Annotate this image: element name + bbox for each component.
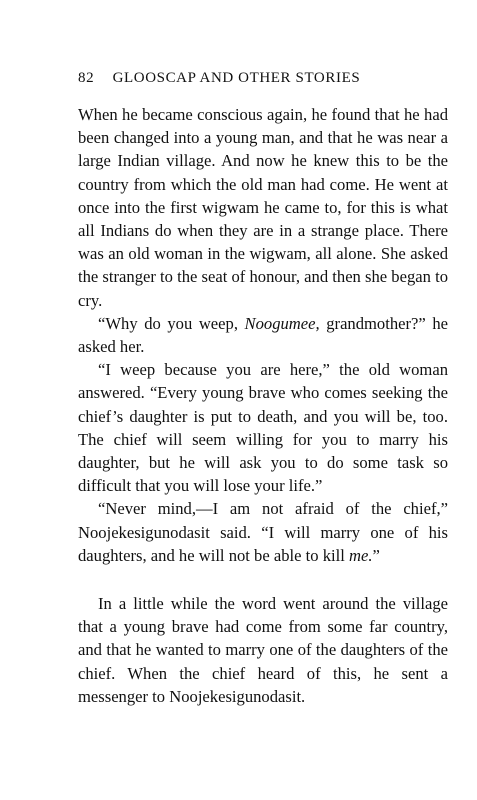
text-block-upper — [78, 103, 448, 567]
noogumee-word: Noogumee, — [244, 313, 320, 333]
paragraph-messenger: In a little while the word went around the village that a young brave had come from some far country, and that he wanted to marry one of the daughters of the chief. When the chief heard of this, he sent a messenger to Noojekesigunodasit. — [78, 594, 448, 706]
paragraph-never-mind: “Never mind,—I am not afraid of the chief,” Noojekesigunodasit said. “I will marry one of his daughters, and he will not be able to kill me.” — [78, 499, 448, 565]
text-block-lower — [78, 592, 448, 708]
paragraph-old-woman-answer: “I weep because you are here,” the old woman answered. “Every young brave who comes seeking the chief’s daughter is put to death, and you will be, too. The chief will seem willing for you to marry his daughter, but he will ask you to do some task so difficult that you will lose your life.” — [78, 360, 448, 496]
paragraph-awakening: When he became conscious again, he found that he had been changed into a young man, and that he was near a large Indian village. And now he knew this to be the country from which the old man had come. He went at once into the first wigwam he came to, for this is what all Indians do when they are in a strange place. There was an old woman in the wigwam, all alone. She asked the stranger to the seat of honour, and then she began to cry. — [78, 105, 448, 310]
page-number: 82 — [78, 70, 95, 86]
running-header — [78, 70, 423, 87]
emphasis-me: me. — [348, 545, 373, 565]
running-title: GLOOSCAP AND OTHER STORIES — [112, 70, 361, 86]
paragraph-question: “Why do you weep, Noogumee, grandmother?” he asked her. — [78, 313, 448, 357]
